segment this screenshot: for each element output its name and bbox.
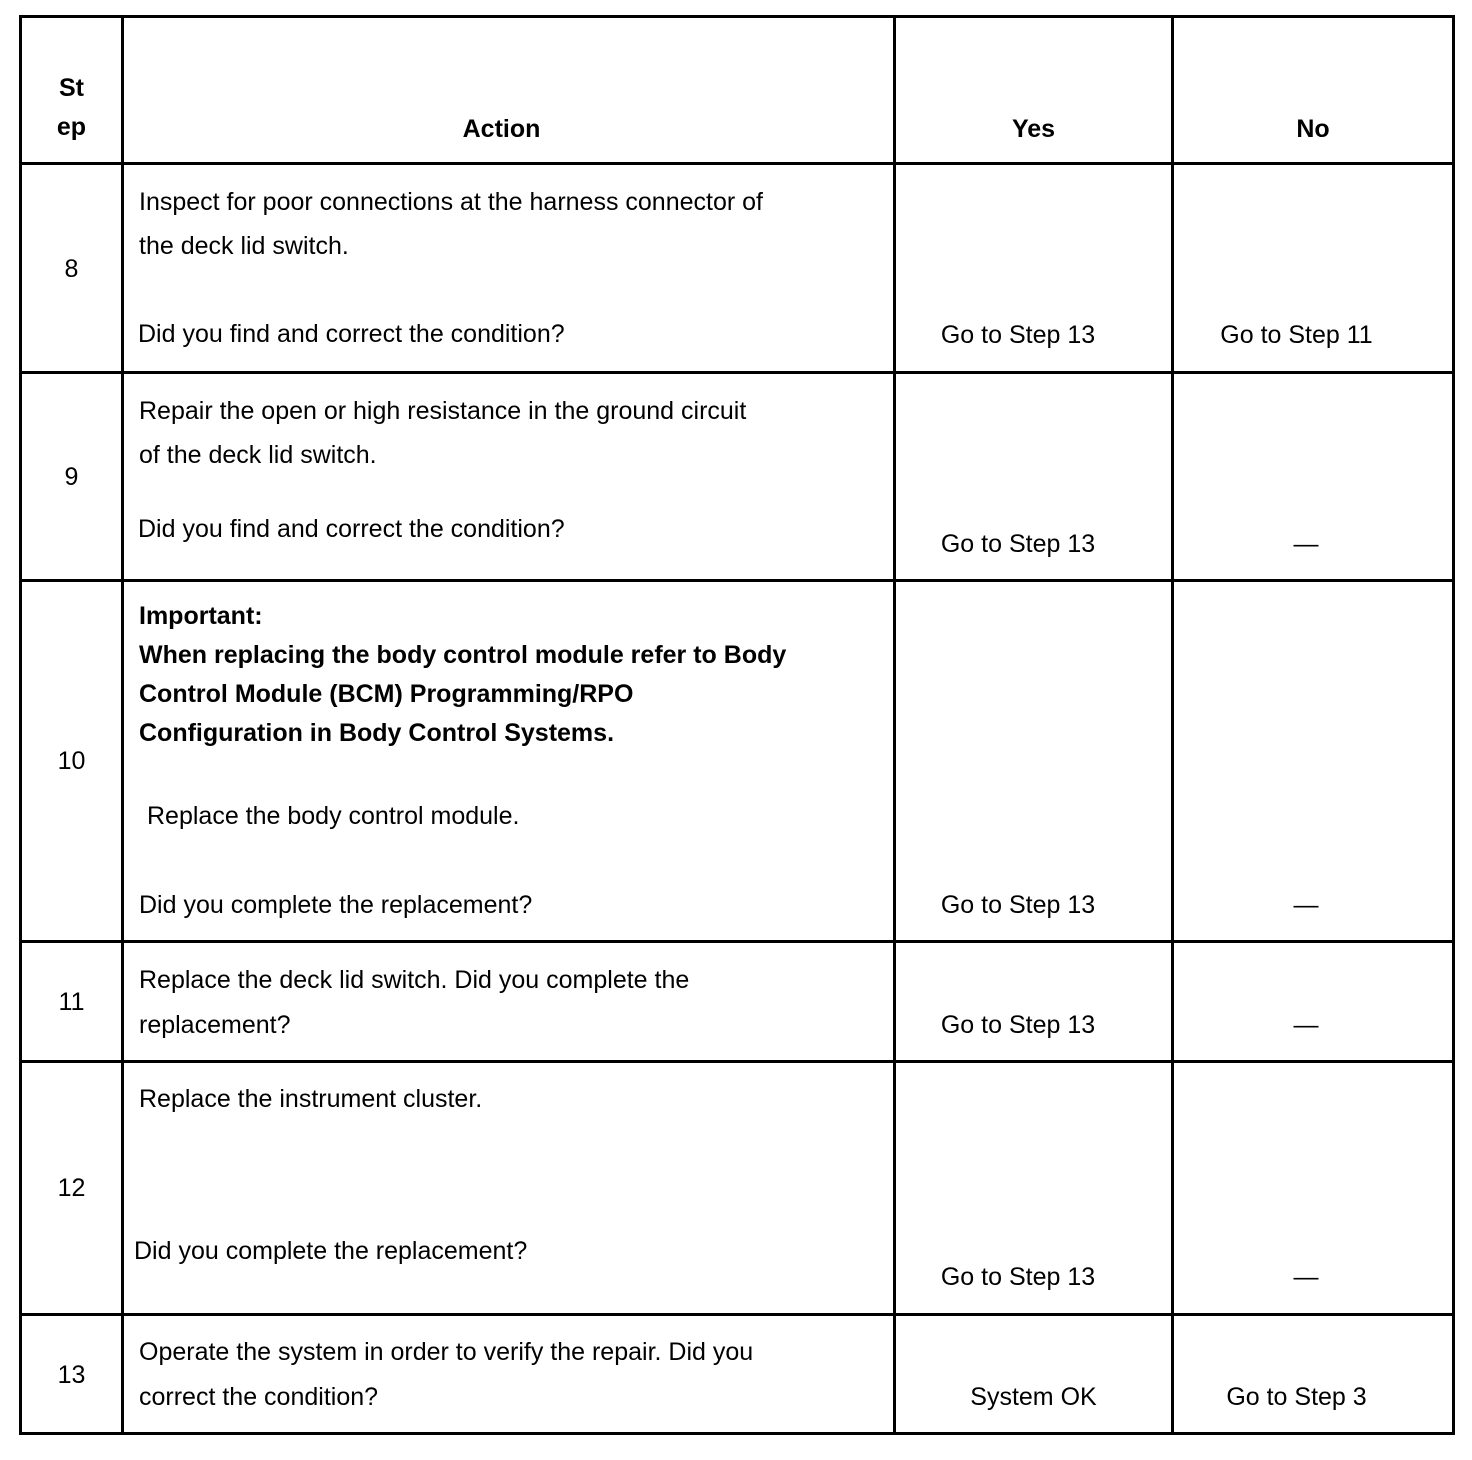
action-text: Replace the instrument cluster. [139, 1085, 483, 1113]
step-number: 11 [58, 988, 85, 1016]
question-text: Did you complete the replacement? [139, 891, 533, 919]
yes-result: Go to Step 13 [940, 1263, 1096, 1291]
row-divider [19, 1313, 1455, 1316]
row-divider [19, 1060, 1455, 1063]
question-text: Did you find and correct the condition? [138, 515, 565, 543]
important-label: Important: [139, 602, 263, 630]
step-number: 12 [57, 1174, 86, 1202]
row-divider [19, 162, 1455, 165]
header-step-line: St [59, 74, 84, 102]
row-divider [19, 579, 1455, 582]
action-text: Replace the body control module. [147, 802, 520, 830]
table-border-top [19, 15, 1455, 18]
yes-result: Go to Step 13 [940, 321, 1096, 349]
important-text: When replacing the body control module refer to Body [139, 641, 787, 669]
table-border-bottom [19, 1432, 1455, 1435]
row-divider [19, 371, 1455, 374]
action-text: the deck lid switch. [139, 232, 349, 260]
col-divider [19, 15, 22, 1435]
question-text: Did you find and correct the condition? [138, 320, 565, 348]
header-step [22, 69, 121, 147]
yes-result: System OK [970, 1383, 1097, 1411]
yes-result: Go to Step 13 [940, 530, 1096, 558]
header-no: No [1296, 115, 1330, 143]
yes-result: Go to Step 13 [940, 1011, 1096, 1039]
important-text: Configuration in Body Control Systems. [139, 719, 615, 747]
action-text: of the deck lid switch. [139, 441, 377, 469]
col-divider [1452, 15, 1455, 1435]
action-text: Replace the deck lid switch. Did you complete the [139, 966, 690, 994]
question-text: Did you complete the replacement? [134, 1237, 528, 1265]
col-divider [893, 15, 896, 1435]
no-result: — [1293, 1011, 1319, 1039]
action-text: replacement? [139, 1011, 291, 1039]
step-number: 9 [64, 463, 79, 491]
step-number: 10 [57, 747, 86, 775]
action-text: correct the condition? [139, 1383, 379, 1411]
no-result: — [1293, 1263, 1319, 1291]
col-divider [121, 15, 124, 1435]
action-text: Operate the system in order to verify the repair. Did you [139, 1338, 754, 1366]
no-result: — [1293, 530, 1319, 558]
step-number: 8 [64, 255, 79, 283]
diagnostic-table [19, 15, 1455, 1435]
no-result: Go to Step 11 [1220, 321, 1373, 349]
no-result: Go to Step 3 [1226, 1383, 1367, 1411]
row-divider [19, 940, 1455, 943]
action-text: Repair the open or high resistance in the ground circuit [139, 397, 747, 425]
header-action: Action [462, 115, 541, 143]
important-text: Control Module (BCM) Programming/RPO [139, 680, 634, 708]
yes-result: Go to Step 13 [940, 891, 1096, 919]
step-number: 13 [57, 1361, 86, 1389]
no-result: — [1293, 891, 1319, 919]
header-step-line: ep [56, 113, 87, 141]
header-yes: Yes [1011, 115, 1056, 143]
col-divider [1171, 15, 1174, 1435]
action-text: Inspect for poor connections at the harness connector of [139, 188, 763, 216]
